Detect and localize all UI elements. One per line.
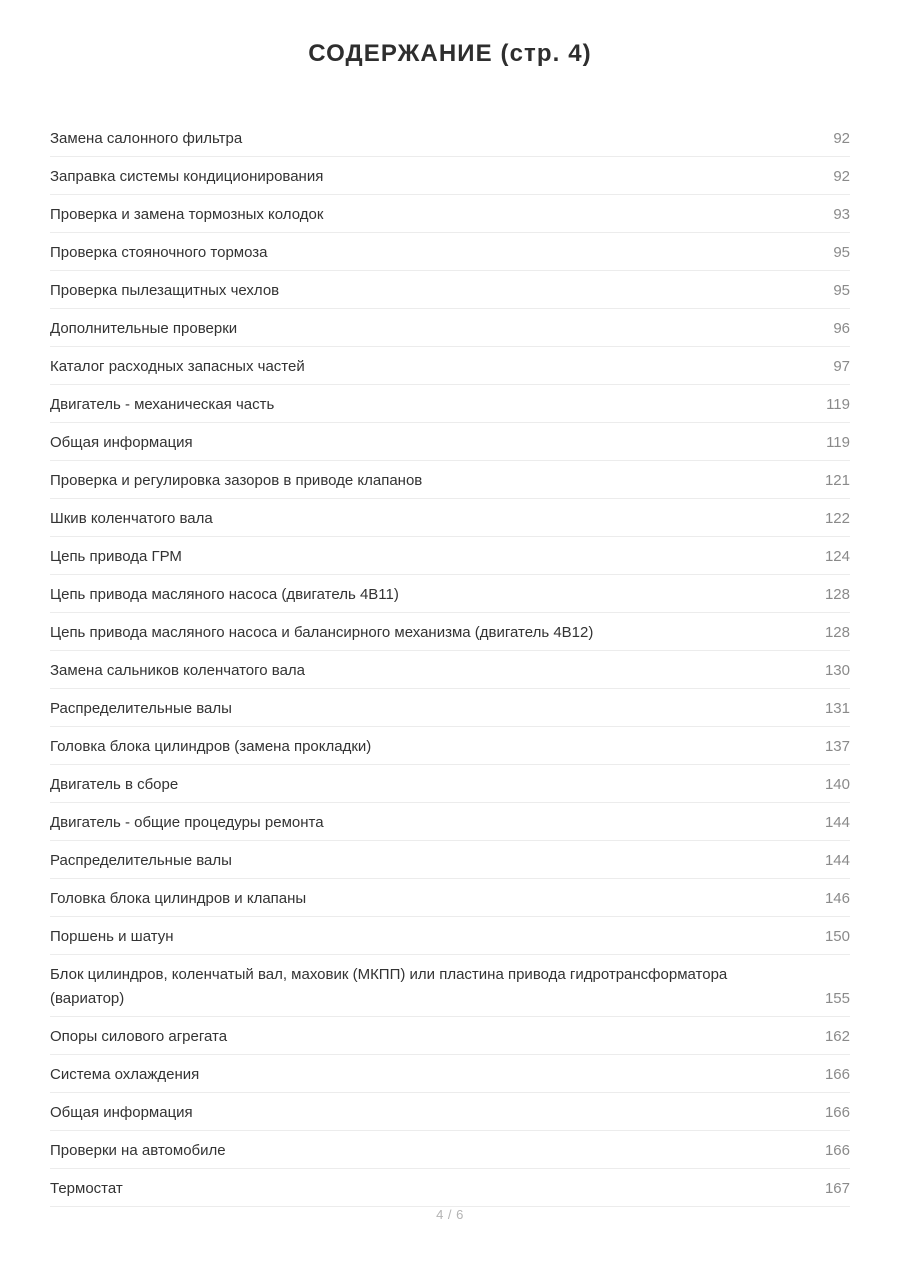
toc-entry[interactable] (50, 1093, 850, 1131)
toc-entry[interactable] (50, 575, 850, 613)
toc-entry-label: Проверки на автомобиле (50, 1141, 226, 1159)
toc-entry-page-number: 95 (833, 243, 850, 261)
toc-entry-label: Цепь привода масляного насоса и балансирного механизма (двигатель 4B12) (50, 623, 594, 641)
toc-entry-page-number: 140 (824, 775, 850, 793)
toc-entry-label: Головка блока цилиндров и клапаны (50, 889, 307, 907)
toc-entry-label: Двигатель - механическая часть (50, 395, 275, 413)
toc-entry-page-number: 144 (824, 813, 850, 831)
toc-entry-label: Каталог расходных запасных частей (50, 357, 305, 375)
toc-entry-label: Замена салонного фильтра (50, 129, 243, 147)
toc-entry-label: Шкив коленчатого вала (50, 509, 213, 527)
toc-entry[interactable] (50, 613, 850, 651)
toc-entry-page-number: 130 (824, 661, 850, 679)
toc-entry-page-number: 166 (824, 1141, 850, 1159)
toc-entry-label: Двигатель - общие процедуры ремонта (50, 813, 324, 831)
toc-entry[interactable] (50, 879, 850, 917)
toc-entry-page-number: 137 (824, 737, 850, 755)
toc-entry-page-number: 131 (824, 699, 850, 717)
toc-entry-label: Двигатель в сборе (50, 775, 179, 793)
toc-entry[interactable] (50, 1017, 850, 1055)
toc-entry[interactable] (50, 233, 850, 271)
toc-entry-page-number: 92 (833, 167, 850, 185)
toc-entry[interactable] (50, 651, 850, 689)
toc-entry[interactable] (50, 1169, 850, 1207)
toc-entry-label: Проверка и замена тормозных колодок (50, 205, 324, 223)
toc-entry-page-number: 122 (824, 509, 850, 527)
toc-entry[interactable] (50, 271, 850, 309)
toc-entry[interactable] (50, 955, 850, 1017)
toc-entry-page-number: 167 (824, 1179, 850, 1197)
toc-entry-label: Проверка стояночного тормоза (50, 243, 268, 261)
toc-entry-label: Распределительные валы (50, 851, 232, 869)
toc-entry-page-number: 124 (824, 547, 850, 565)
toc-entry-page-number: 92 (833, 129, 850, 147)
toc-entry-page-number: 144 (824, 851, 850, 869)
toc-entry-page-number: 150 (824, 927, 850, 945)
toc-entry[interactable] (50, 727, 850, 765)
toc-entry[interactable] (50, 347, 850, 385)
toc-entry-label: Общая информация (50, 1103, 193, 1121)
toc-entry-page-number: 119 (826, 433, 850, 451)
toc-entry-label: Дополнительные проверки (50, 319, 238, 337)
toc-entry[interactable] (50, 1131, 850, 1169)
toc-entry-label: Опоры силового агрегата (50, 1027, 228, 1045)
toc-entry[interactable] (50, 461, 850, 499)
toc-entry[interactable] (50, 309, 850, 347)
toc-entry[interactable] (50, 109, 850, 157)
toc-entry-page-number: 155 (824, 989, 850, 1007)
toc-entry-label: Цепь привода ГРМ (50, 547, 182, 565)
toc-entry[interactable] (50, 803, 850, 841)
toc-entry[interactable] (50, 537, 850, 575)
toc-entry-label: Термостат (50, 1179, 123, 1197)
toc-entry-page-number: 166 (824, 1065, 850, 1083)
toc-entry-label: Блок цилиндров, коленчатый вал, маховик (МКПП) или пластина привода гидротрансформатора (вариатор) (50, 965, 728, 1007)
page-title: СОДЕРЖАНИЕ (стр. 4) (308, 40, 592, 67)
toc-entry-page-number: 128 (824, 585, 850, 603)
toc-entry-label: Заправка системы кондиционирования (50, 167, 324, 185)
toc-entry-page-number: 146 (824, 889, 850, 907)
toc-entry-page-number: 95 (833, 281, 850, 299)
toc-entry[interactable] (50, 157, 850, 195)
toc-entry-page-number: 97 (833, 357, 850, 375)
toc-entry-page-number: 93 (833, 205, 850, 223)
toc-entry-page-number: 121 (824, 471, 850, 489)
toc-entry-page-number: 162 (824, 1027, 850, 1045)
page-footer: 4 / 6 (436, 1206, 464, 1222)
toc-entry-label: Распределительные валы (50, 699, 232, 717)
toc-entry[interactable] (50, 385, 850, 423)
toc-entry-label: Головка блока цилиндров (замена прокладки) (50, 737, 372, 755)
toc-entry-label: Цепь привода масляного насоса (двигатель 4B11) (50, 585, 399, 603)
toc-entry[interactable] (50, 499, 850, 537)
toc-entry-label: Поршень и шатун (50, 927, 174, 945)
toc-entry[interactable] (50, 917, 850, 955)
toc-entry[interactable] (50, 689, 850, 727)
toc-entry-label: Общая информация (50, 433, 193, 451)
toc-entry[interactable] (50, 1055, 850, 1093)
toc-entry-label: Система охлаждения (50, 1065, 200, 1083)
toc-entry[interactable] (50, 423, 850, 461)
toc-entry-label: Проверка и регулировка зазоров в приводе клапанов (50, 471, 423, 489)
table-of-contents-list (50, 109, 850, 1207)
toc-entry-page-number: 96 (833, 319, 850, 337)
toc-entry-label: Замена сальников коленчатого вала (50, 661, 306, 679)
toc-entry-page-number: 119 (826, 395, 850, 413)
toc-entry-page-number: 166 (824, 1103, 850, 1121)
toc-entry[interactable] (50, 841, 850, 879)
toc-entry-page-number: 128 (824, 623, 850, 641)
toc-entry-label: Проверка пылезащитных чехлов (50, 281, 280, 299)
toc-entry[interactable] (50, 195, 850, 233)
toc-entry[interactable] (50, 765, 850, 803)
